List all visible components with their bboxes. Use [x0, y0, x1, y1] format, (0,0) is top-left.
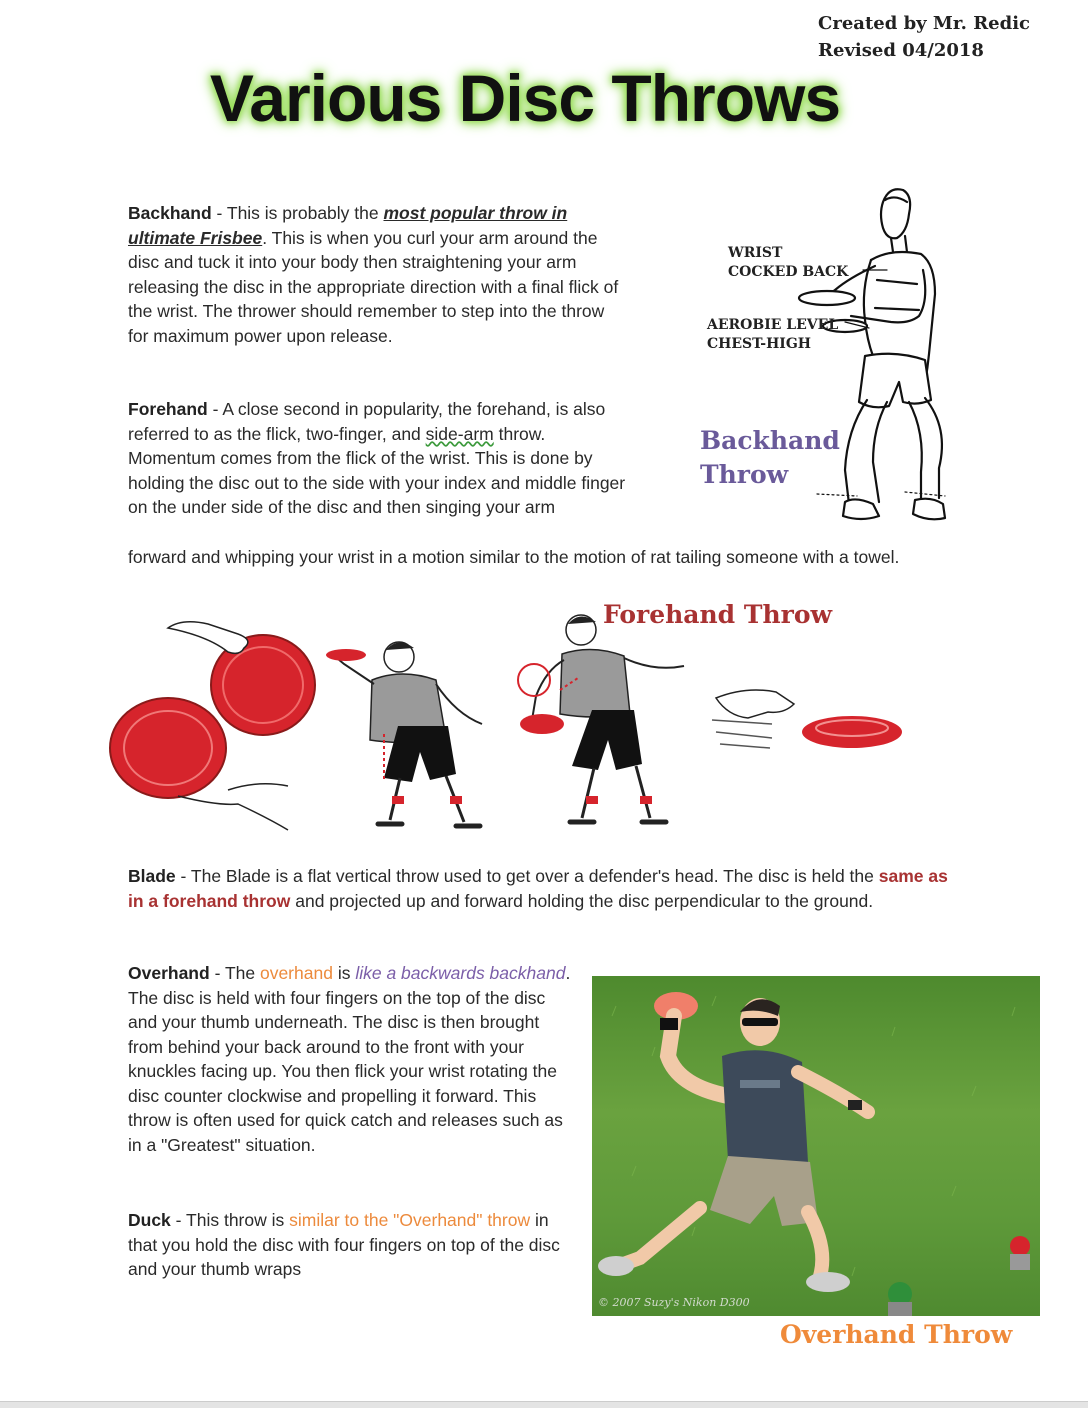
forehand-term: Forehand [128, 399, 208, 419]
backhand-intro: - This is probably the [211, 203, 384, 223]
forehand-caption: Forehand Throw [603, 600, 833, 629]
forehand-paragraph [128, 397, 628, 520]
overhand-paragraph [128, 961, 578, 1157]
overhand-photo-illustration [592, 976, 1040, 1316]
blade-paragraph [128, 864, 968, 913]
backhand-paragraph [128, 201, 628, 348]
overhand-caption: Overhand Throw [780, 1320, 1013, 1349]
backhand-figure [695, 180, 985, 530]
backhand-body: . This is when you curl your arm around the disc and tuck it into your body then straightening your arm releasing the disc in the appropriate direction with a final flick of the wrist. The thrower should remember to step into the throw for maximum power upon release. [128, 227, 619, 346]
grip-panel [110, 622, 315, 830]
blade-body-after: and projected up and forward holding the disc perpendicular to the ground. [290, 890, 874, 911]
duck-orange: similar to the "Overhand" throw [289, 1210, 531, 1230]
blade-body-before: - The Blade is a flat vertical throw used to get over a defender's head. The disc is held the [175, 866, 879, 886]
backhand-emphasis: most popular throw in ultimate Frisbee [128, 203, 568, 248]
photo-watermark: © 2007 Suzy's Nikon D300 [598, 1296, 750, 1309]
page-title: Various Disc Throws [209, 61, 841, 135]
forehand-figure [108, 600, 928, 840]
thrower-two [518, 615, 684, 822]
overhand-term: Overhand [128, 963, 210, 983]
forehand-spell: side-arm [425, 423, 494, 444]
author-credits [818, 10, 1030, 64]
forehand-body-after: throw. Momentum comes from the flick of the wrist. This is done by holding the disc out to the side with your index and middle finger on the under side of the disc and then singing your arm [128, 423, 626, 517]
overhand-orange: overhand [259, 963, 333, 983]
duck-term: Duck [128, 1210, 171, 1230]
forehand-illustration [108, 600, 928, 840]
overhand-part2: is [332, 963, 356, 983]
aerobie-label-line1: AEROBIE LEVEL [707, 317, 839, 333]
wrist-label-line2: COCKED BACK [728, 264, 849, 280]
release-panel [712, 690, 902, 748]
blade-term: Blade [128, 866, 176, 886]
revised-date: Revised 04/2018 [818, 40, 984, 61]
overhand-photo [592, 976, 1040, 1316]
thrower-one [326, 642, 482, 826]
backhand-caption [700, 424, 840, 492]
created-by: Created by Mr. Redic [818, 13, 1030, 34]
duck-paragraph [128, 1208, 578, 1282]
wrist-label [728, 244, 848, 282]
backhand-caption-line1: Backhand [700, 426, 840, 455]
overhand-body: . The disc is held with four fingers on the top of the disc and your thumb underneath. The disc is then brought from behind your back around to the front with your knuckles facing up. You then flick your wrist rotating the disc counter clockwise and propelling it forward. This throw is often used for quick catch and releases such as in a "Greatest" situation. [128, 963, 571, 1155]
page-bottom-edge [0, 1401, 1088, 1408]
backhand-term: Backhand [128, 203, 212, 223]
duck-body: in that you hold the disc with four fingers on top of the disc and your thumb wraps [128, 1210, 560, 1279]
forehand-body-before: - A close second in popularity, the forehand, is also referred to as the flick, two-finger, and [128, 399, 606, 444]
overhand-part1: - The [209, 963, 260, 983]
aerobie-label [707, 316, 838, 354]
wrist-label-line1: WRIST [728, 245, 783, 261]
overhand-purple: like a backwards backhand [355, 963, 566, 983]
duck-part1: - This throw is [170, 1210, 290, 1230]
backhand-caption-line2: Throw [700, 460, 789, 489]
forehand-paragraph-continued: forward and whipping your wrist in a motion similar to the motion of rat tailing someone with a towel. [128, 547, 900, 567]
blade-highlight: same as in a forehand throw [128, 866, 948, 911]
aerobie-label-line2: CHEST-HIGH [707, 336, 812, 352]
